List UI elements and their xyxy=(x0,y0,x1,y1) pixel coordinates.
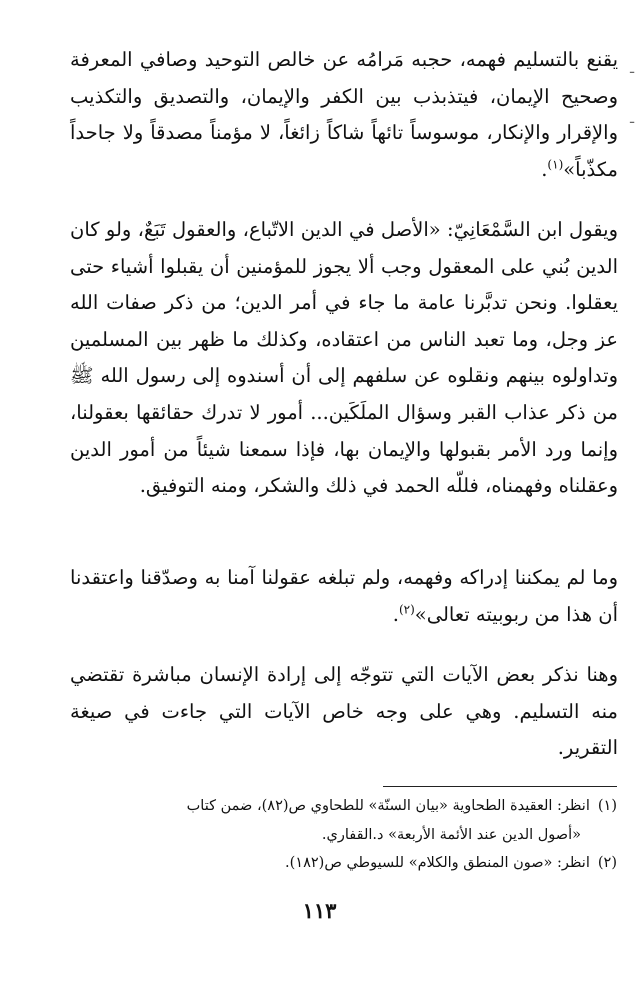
paragraph-1 xyxy=(70,42,618,188)
footnote-2 xyxy=(60,849,617,878)
paragraph-tail: . xyxy=(541,157,548,181)
margin-mark: ـ xyxy=(630,111,635,127)
paragraph-3 xyxy=(70,560,618,633)
footnote-number: (٢) xyxy=(597,855,617,871)
page-number: ١١٣ xyxy=(302,898,337,923)
footnote-text: «أصول الدين عند الأئمة الأربعة» د.القفاري. xyxy=(321,826,581,843)
footnote-ref: (٢) xyxy=(398,602,415,617)
paragraph-text: يقنع بالتسليم فهمه، حجبه مَرامُه عن خالص التوحيد وصافي المعرفة وصحيح الإيمان، فيتذبذب بين الكفر والإيمان، والتصديق والتكذيب والإقرار والإنكار، موسوساً تائهاً شاكاً زائغاً، لا مؤمناً مصدقاً ولا جاحداً مكذّباً» xyxy=(70,48,618,181)
footnote-text: انظر: «صون المنطق والكلام» للسيوطي ص(١٨٢). xyxy=(285,855,590,871)
paragraph-text: وهنا نذكر بعض الآيات التي تتوجّه إلى إرادة الإنسان مباشرة تقتضي منه التسليم. وهي على وجه خاص الآيات التي جاءت في صيغة التقرير. xyxy=(70,663,618,760)
footnote-text: انظر: العقيدة الطحاوية «بيان السنّة» للطحاوي ص(٨٢)، ضمن كتاب xyxy=(186,798,590,814)
footnote-1-continued xyxy=(60,821,617,850)
paragraph-tail: . xyxy=(392,602,399,626)
paragraph-2 xyxy=(70,212,618,505)
paragraph-text: ويقول ابن السَّمْعَانِيّ: «الأصل في الدين الاتّباع، والعقول تَبَعٌ، ولو كان الدين بُني على المعقول وجب ألا يجوز للمؤمنين أن يقبلوا أشياء حتى يعقلوا. ونحن تدبَّرنا عامة ما جاء في أمر الدين؛ من ذكر صفات الله عز وجل، وما تعبد الناس من اعتقاده، وكذلك ما ظهر بين المسلمين وتداولوه بينهم ونقلوه عن سلفهم إلى أن أسندوه إلى رسول الله ﷺ من ذكر عذاب القبر وسؤال الملَكَين... أمور لا تدرك حقائقها بعقولنا، وإنما ورد الأمر بقبولها والإيمان بها، فإذا سمعنا شيئاً من أمور الدين وعقلناه وفهمناه، فللّه الحمد في ذلك والشكر، ومنه التوفيق. xyxy=(70,218,618,498)
footnotes xyxy=(60,792,617,878)
footnote-ref: (١) xyxy=(547,157,564,172)
footnote-divider xyxy=(383,786,617,787)
paragraph-text: وما لم يمكننا إدراكه وفهمه، ولم تبلغه عقولنا آمنا به وصدّقنا واعتقدنا أن هذا من ربوبيته تعالى» xyxy=(70,566,618,626)
footnote-1 xyxy=(60,792,617,821)
paragraph-4 xyxy=(70,657,618,767)
footnote-number: (١) xyxy=(597,798,617,814)
margin-mark: ـ xyxy=(630,61,635,77)
